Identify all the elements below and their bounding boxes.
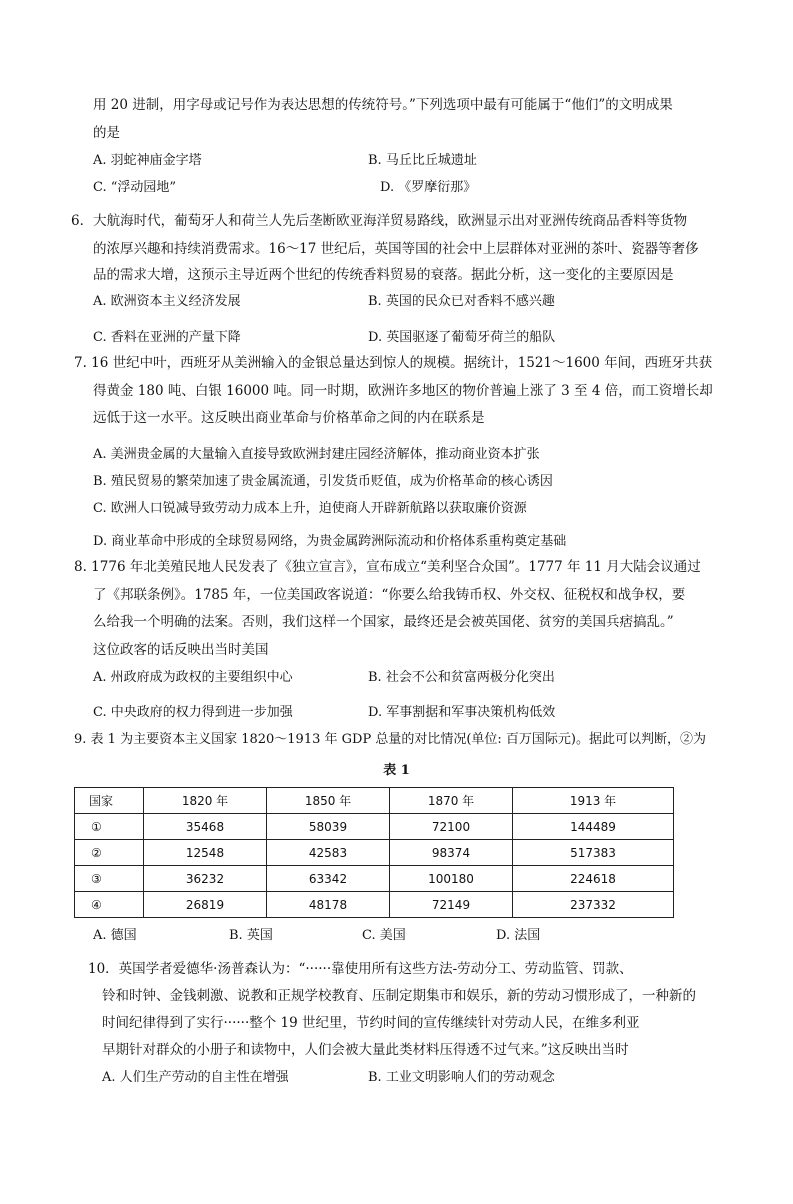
q7-option-d: D. 商业革命中形成的全球贸易网络，为贵金属跨洲际流动和价格体系重构奠定基础	[93, 534, 567, 549]
table-cell: 100180	[390, 866, 513, 892]
q8-option-b: B. 社会不公和贫富两极分化突出	[368, 670, 555, 685]
q6-option-a: A. 欧洲资本主义经济发展	[93, 294, 241, 309]
q8-option-d: D. 军事割据和军事决策机构低效	[368, 705, 556, 720]
q9-text-line: 9. 表 1 为主要资本主义国家 1820～1913 年 GDP 总量的对比情况(单位: 百万国际元)。据此可以判断，②为	[74, 732, 706, 747]
q9-option-a: A. 德国	[93, 928, 137, 943]
table-cell: 35468	[144, 814, 267, 840]
table-cell: 517383	[513, 840, 674, 866]
table-cell: 144489	[513, 814, 674, 840]
q7-option-c: C. 欧洲人口锐减导致劳动力成本上升，迫使商人开辟新航路以获取廉价资源	[93, 501, 527, 516]
q6-text-line-3: 品的需求大增，这预示主导近两个世纪的传统香料贸易的衰落。据此分析，这一变化的主要原因是	[93, 267, 674, 283]
q8-text-line-2: 了《邦联条例》。1785 年，一位美国政客说道：“你要么给我铸币权、外交权、征税权和战争权，要	[93, 587, 686, 603]
table-row	[75, 866, 674, 892]
table-header-1850: 1850 年	[267, 788, 390, 814]
q5-text-line-2: 的是	[93, 125, 120, 141]
q7-option-a: A. 美洲贵金属的大量输入直接导致欧洲封建庄园经济解体，推动商业资本扩张	[93, 447, 540, 462]
table-cell: 42583	[267, 840, 390, 866]
q10-option-b: B. 工业文明影响人们的劳动观念	[368, 1070, 555, 1085]
q8-text-line-1: 8. 1776 年北美殖民地人民发表了《独立宣言》，宣布成立“美利坚合众国”。1777 年 11 月大陆会议通过	[74, 559, 701, 575]
q8-text-line-3: 么给我一个明确的法案。否则，我们这样一个国家，最终还是会被英国佬、贫穷的美国兵痞搞乱。”	[93, 614, 674, 630]
table-cell: 237332	[513, 892, 674, 918]
q8-option-c: C. 中央政府的权力得到进一步加强	[93, 705, 293, 720]
table-cell-country: ②	[75, 840, 144, 866]
q9-option-c: C. 美国	[362, 928, 406, 943]
table-row	[75, 840, 674, 866]
table-header-1820: 1820 年	[144, 788, 267, 814]
table-cell-country: ④	[75, 892, 144, 918]
table-cell: 72100	[390, 814, 513, 840]
q7-text-line-3: 远低于这一水平。这反映出商业革命与价格革命之间的内在联系是	[93, 410, 485, 426]
q7-text-line-2: 得黄金 180 吨、白银 16000 吨。同一时期，欧洲许多地区的物价普遍上涨了 3 至 4 倍，而工资增长却	[93, 383, 713, 399]
q8-text-line-4: 这位政客的话反映出当时美国	[93, 642, 269, 658]
q6-option-c: C. 香料在亚洲的产量下降	[93, 330, 241, 345]
q10-option-a: A. 人们生产劳动的自主性在增强	[102, 1070, 289, 1085]
table-row	[75, 814, 674, 840]
q6-option-b: B. 英国的民众已对香料不感兴趣	[368, 294, 555, 309]
q9-option-b: B. 英国	[229, 928, 273, 943]
table-title: 表 1	[383, 763, 410, 778]
table-cell-country: ③	[75, 866, 144, 892]
table-header-country: 国家	[75, 788, 144, 814]
q7-text-line-1: 7. 16 世纪中叶，西班牙从美洲输入的金银总量达到惊人的规模。据统计，1521～1600 年间，西班牙共获	[74, 355, 713, 371]
gdp-table	[74, 787, 674, 918]
q10-text-line-3: 时间纪律得到了实行······整个 19 世纪里，节约时间的宣传继续针对劳动人民，在维多利亚	[102, 1015, 640, 1031]
table-cell: 98374	[390, 840, 513, 866]
table-cell: 63342	[267, 866, 390, 892]
q5-option-b: B. 马丘比丘城遗址	[368, 153, 477, 168]
q10-text-line-2: 铃和时钟、金钱刺激、说教和正规学校教育、压制定期集市和娱乐，新的劳动习惯形成了，一种新的	[102, 988, 696, 1004]
q9-option-d: D. 法国	[496, 928, 541, 943]
table-cell: 58039	[267, 814, 390, 840]
table-cell: 72149	[390, 892, 513, 918]
table-cell-country: ①	[75, 814, 144, 840]
q6-text-line-1: 6．大航海时代，葡萄牙人和荷兰人先后垄断欧亚海洋贸易路线，欧洲显示出对亚洲传统商品香料等货物	[71, 213, 688, 229]
table-cell: 224618	[513, 866, 674, 892]
table-header-1913: 1913 年	[513, 788, 674, 814]
table-header-row	[75, 788, 674, 814]
q5-option-d: D. 《罗摩衍那》	[380, 180, 477, 195]
table-header-1870: 1870 年	[390, 788, 513, 814]
q5-option-c: C. “浮动园地”	[93, 180, 177, 195]
q5-text-line-1: 用 20 进制，用字母或记号作为表达思想的传统符号。”下列选项中最有可能属于“他们”的文明成果	[93, 97, 673, 113]
table-cell: 26819	[144, 892, 267, 918]
q5-option-a: A. 羽蛇神庙金字塔	[93, 153, 202, 168]
q10-text-line-1: 10．英国学者爱德华·汤普森认为：“······靠使用所有这些方法-劳动分工、劳动监管、罚款、	[88, 961, 633, 977]
q6-option-d: D. 英国驱逐了葡萄牙荷兰的船队	[368, 330, 556, 345]
q7-option-b: B. 殖民贸易的繁荣加速了贵金属流通，引发货币贬值，成为价格革命的核心诱因	[93, 474, 553, 489]
q8-option-a: A. 州政府成为政权的主要组织中心	[93, 670, 293, 685]
q6-text-line-2: 的浓厚兴趣和持续消费需求。16～17 世纪后，英国等国的社会中上层群体对亚洲的茶叶、瓷器等奢侈	[93, 241, 699, 257]
q10-text-line-4: 早期针对群众的小册子和读物中，人们会被大量此类材料压得透不过气来。”这反映出当时	[102, 1042, 629, 1058]
table-cell: 48178	[267, 892, 390, 918]
table-cell: 12548	[144, 840, 267, 866]
table-cell: 36232	[144, 866, 267, 892]
table-row	[75, 892, 674, 918]
